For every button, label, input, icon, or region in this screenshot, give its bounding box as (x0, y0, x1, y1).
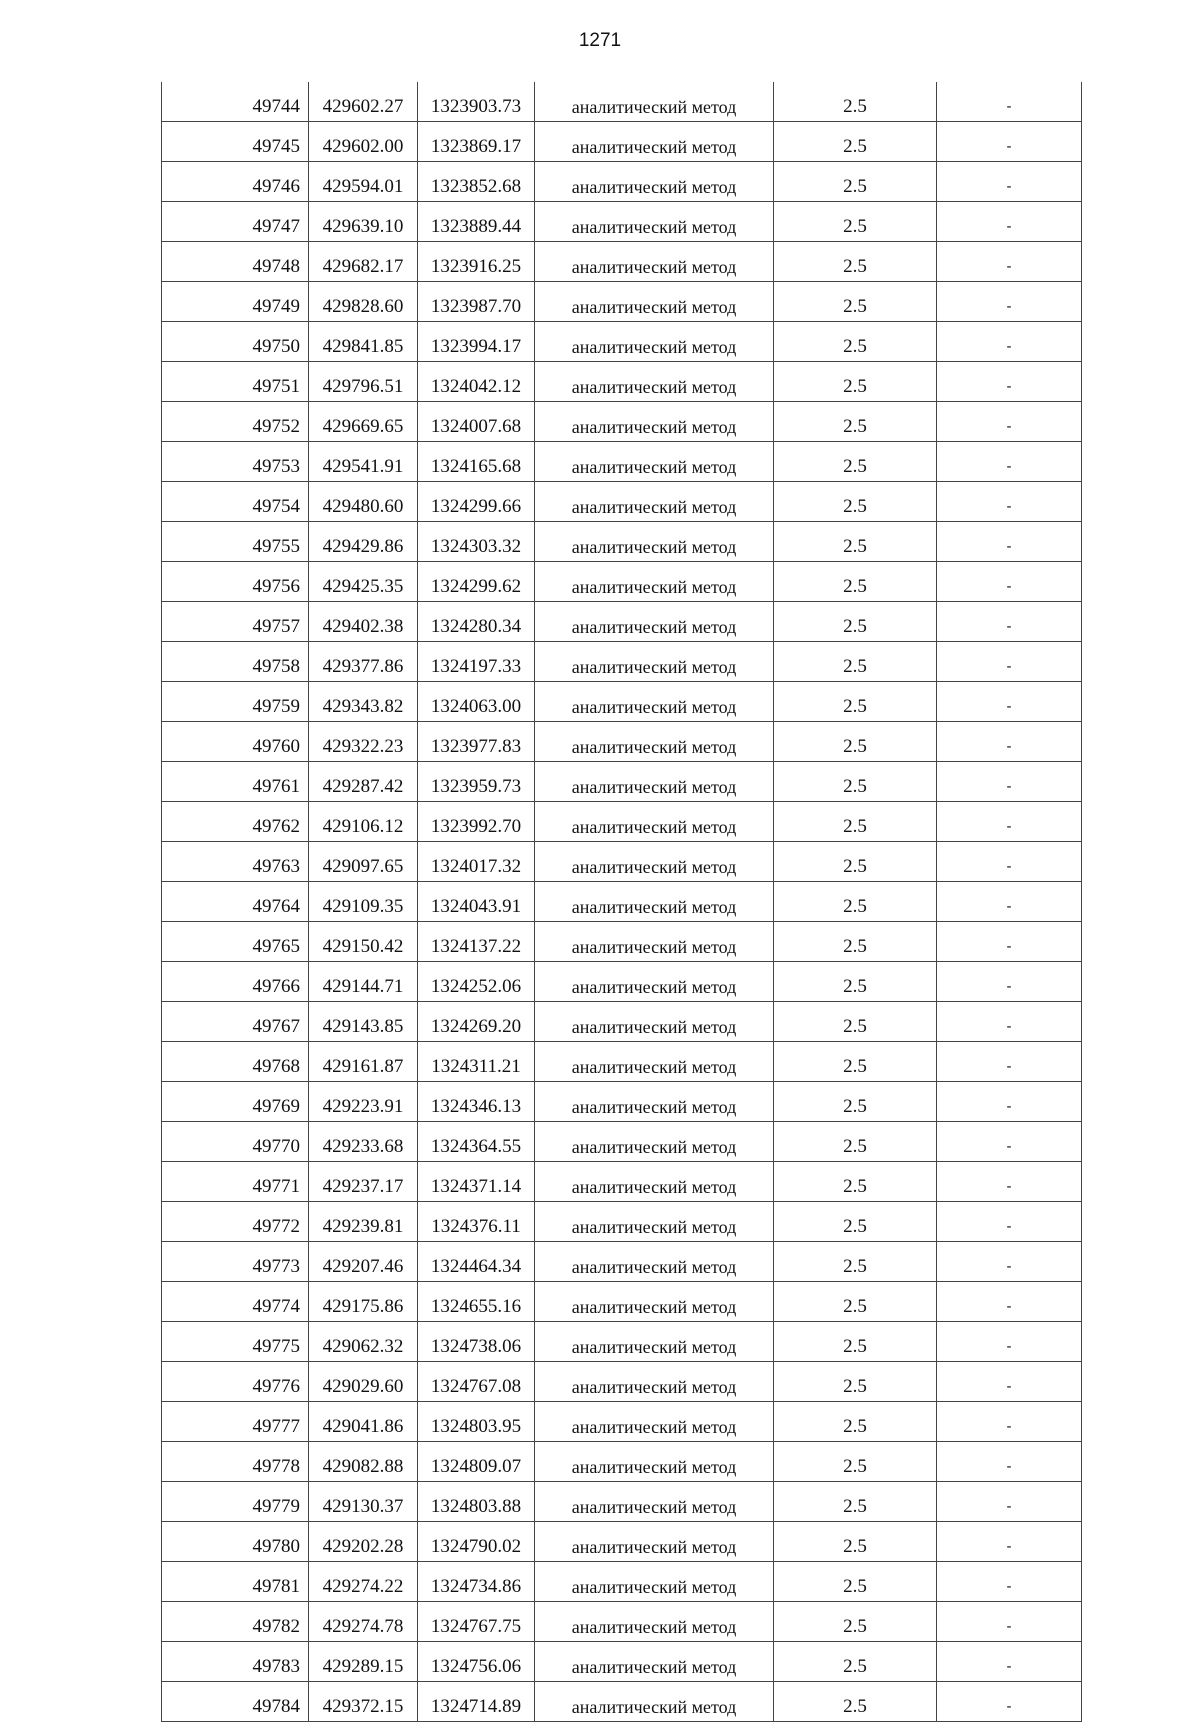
table-row (162, 82, 1082, 122)
x-coordinate-cell: 429594.01 (309, 162, 418, 202)
accuracy-cell: 2.5 (774, 802, 937, 842)
point-number-cell: 49758 (162, 642, 309, 682)
method-cell: аналитический метод (535, 1242, 774, 1282)
coordinates-table (161, 82, 1082, 1722)
method-cell: аналитический метод (535, 842, 774, 882)
y-coordinate-cell: 1323959.73 (418, 762, 535, 802)
method-cell: аналитический метод (535, 1322, 774, 1362)
x-coordinate-cell: 429828.60 (309, 282, 418, 322)
x-coordinate-cell: 429161.87 (309, 1042, 418, 1082)
y-coordinate-cell: 1324165.68 (418, 442, 535, 482)
table-row (162, 1682, 1082, 1722)
method-cell: аналитический метод (535, 1402, 774, 1442)
note-cell: - (937, 1562, 1082, 1602)
method-cell: аналитический метод (535, 1482, 774, 1522)
point-number-cell: 49767 (162, 1002, 309, 1042)
method-cell: аналитический метод (535, 1002, 774, 1042)
point-number-cell: 49754 (162, 482, 309, 522)
accuracy-cell: 2.5 (774, 282, 937, 322)
point-number-cell: 49780 (162, 1522, 309, 1562)
y-coordinate-cell: 1323852.68 (418, 162, 535, 202)
point-number-cell: 49761 (162, 762, 309, 802)
note-cell: - (937, 1482, 1082, 1522)
note-cell: - (937, 1042, 1082, 1082)
table-row (162, 1202, 1082, 1242)
note-cell: - (937, 682, 1082, 722)
x-coordinate-cell: 429274.78 (309, 1602, 418, 1642)
point-number-cell: 49745 (162, 122, 309, 162)
x-coordinate-cell: 429343.82 (309, 682, 418, 722)
x-coordinate-cell: 429150.42 (309, 922, 418, 962)
x-coordinate-cell: 429429.86 (309, 522, 418, 562)
accuracy-cell: 2.5 (774, 722, 937, 762)
accuracy-cell: 2.5 (774, 1642, 937, 1682)
method-cell: аналитический метод (535, 762, 774, 802)
accuracy-cell: 2.5 (774, 1162, 937, 1202)
point-number-cell: 49783 (162, 1642, 309, 1682)
x-coordinate-cell: 429322.23 (309, 722, 418, 762)
y-coordinate-cell: 1323977.83 (418, 722, 535, 762)
accuracy-cell: 2.5 (774, 842, 937, 882)
table-row (162, 202, 1082, 242)
accuracy-cell: 2.5 (774, 202, 937, 242)
table-row (162, 122, 1082, 162)
x-coordinate-cell: 429796.51 (309, 362, 418, 402)
method-cell: аналитический метод (535, 1602, 774, 1642)
point-number-cell: 49764 (162, 882, 309, 922)
table-row (162, 1122, 1082, 1162)
y-coordinate-cell: 1324197.33 (418, 642, 535, 682)
accuracy-cell: 2.5 (774, 762, 937, 802)
y-coordinate-cell: 1323903.73 (418, 82, 535, 122)
method-cell: аналитический метод (535, 802, 774, 842)
y-coordinate-cell: 1324734.86 (418, 1562, 535, 1602)
point-number-cell: 49779 (162, 1482, 309, 1522)
table-row (162, 842, 1082, 882)
y-coordinate-cell: 1323992.70 (418, 802, 535, 842)
accuracy-cell: 2.5 (774, 682, 937, 722)
method-cell: аналитический метод (535, 1202, 774, 1242)
y-coordinate-cell: 1324252.06 (418, 962, 535, 1002)
y-coordinate-cell: 1324655.16 (418, 1282, 535, 1322)
table-row (162, 722, 1082, 762)
y-coordinate-cell: 1323869.17 (418, 122, 535, 162)
method-cell: аналитический метод (535, 1082, 774, 1122)
note-cell: - (937, 1682, 1082, 1722)
accuracy-cell: 2.5 (774, 1242, 937, 1282)
table-row (162, 1522, 1082, 1562)
point-number-cell: 49776 (162, 1362, 309, 1402)
x-coordinate-cell: 429143.85 (309, 1002, 418, 1042)
note-cell: - (937, 802, 1082, 842)
x-coordinate-cell: 429130.37 (309, 1482, 418, 1522)
note-cell: - (937, 1642, 1082, 1682)
table-row (162, 762, 1082, 802)
point-number-cell: 49760 (162, 722, 309, 762)
method-cell: аналитический метод (535, 1642, 774, 1682)
note-cell: - (937, 1162, 1082, 1202)
y-coordinate-cell: 1323889.44 (418, 202, 535, 242)
accuracy-cell: 2.5 (774, 642, 937, 682)
note-cell: - (937, 402, 1082, 442)
method-cell: аналитический метод (535, 1682, 774, 1722)
note-cell: - (937, 202, 1082, 242)
x-coordinate-cell: 429041.86 (309, 1402, 418, 1442)
note-cell: - (937, 122, 1082, 162)
point-number-cell: 49766 (162, 962, 309, 1002)
method-cell: аналитический метод (535, 1162, 774, 1202)
point-number-cell: 49784 (162, 1682, 309, 1722)
x-coordinate-cell: 429274.22 (309, 1562, 418, 1602)
y-coordinate-cell: 1323994.17 (418, 322, 535, 362)
accuracy-cell: 2.5 (774, 362, 937, 402)
accuracy-cell: 2.5 (774, 1002, 937, 1042)
table-row (162, 1442, 1082, 1482)
accuracy-cell: 2.5 (774, 322, 937, 362)
accuracy-cell: 2.5 (774, 1042, 937, 1082)
point-number-cell: 49768 (162, 1042, 309, 1082)
point-number-cell: 49755 (162, 522, 309, 562)
point-number-cell: 49778 (162, 1442, 309, 1482)
accuracy-cell: 2.5 (774, 162, 937, 202)
point-number-cell: 49756 (162, 562, 309, 602)
note-cell: - (937, 322, 1082, 362)
method-cell: аналитический метод (535, 322, 774, 362)
y-coordinate-cell: 1324371.14 (418, 1162, 535, 1202)
x-coordinate-cell: 429287.42 (309, 762, 418, 802)
note-cell: - (937, 162, 1082, 202)
point-number-cell: 49763 (162, 842, 309, 882)
y-coordinate-cell: 1324809.07 (418, 1442, 535, 1482)
method-cell: аналитический метод (535, 1562, 774, 1602)
point-number-cell: 49752 (162, 402, 309, 442)
y-coordinate-cell: 1324767.75 (418, 1602, 535, 1642)
table-row (162, 1642, 1082, 1682)
y-coordinate-cell: 1324464.34 (418, 1242, 535, 1282)
point-number-cell: 49782 (162, 1602, 309, 1642)
method-cell: аналитический метод (535, 242, 774, 282)
accuracy-cell: 2.5 (774, 1442, 937, 1482)
note-cell: - (937, 282, 1082, 322)
accuracy-cell: 2.5 (774, 82, 937, 122)
note-cell: - (937, 722, 1082, 762)
y-coordinate-cell: 1324269.20 (418, 1002, 535, 1042)
method-cell: аналитический метод (535, 282, 774, 322)
table-row (162, 882, 1082, 922)
page-number: 1271 (578, 30, 622, 51)
y-coordinate-cell: 1323916.25 (418, 242, 535, 282)
point-number-cell: 49749 (162, 282, 309, 322)
accuracy-cell: 2.5 (774, 1562, 937, 1602)
x-coordinate-cell: 429402.38 (309, 602, 418, 642)
y-coordinate-cell: 1324714.89 (418, 1682, 535, 1722)
point-number-cell: 49751 (162, 362, 309, 402)
table-row (162, 642, 1082, 682)
table-row (162, 562, 1082, 602)
table-row (162, 682, 1082, 722)
x-coordinate-cell: 429207.46 (309, 1242, 418, 1282)
y-coordinate-cell: 1324303.32 (418, 522, 535, 562)
method-cell: аналитический метод (535, 442, 774, 482)
point-number-cell: 49781 (162, 1562, 309, 1602)
x-coordinate-cell: 429669.65 (309, 402, 418, 442)
accuracy-cell: 2.5 (774, 1122, 937, 1162)
y-coordinate-cell: 1324063.00 (418, 682, 535, 722)
table-row (162, 522, 1082, 562)
x-coordinate-cell: 429602.27 (309, 82, 418, 122)
x-coordinate-cell: 429237.17 (309, 1162, 418, 1202)
table-row (162, 402, 1082, 442)
x-coordinate-cell: 429062.32 (309, 1322, 418, 1362)
point-number-cell: 49765 (162, 922, 309, 962)
method-cell: аналитический метод (535, 602, 774, 642)
table-row (162, 282, 1082, 322)
table-row (162, 242, 1082, 282)
method-cell: аналитический метод (535, 682, 774, 722)
method-cell: аналитический метод (535, 962, 774, 1002)
note-cell: - (937, 362, 1082, 402)
accuracy-cell: 2.5 (774, 1082, 937, 1122)
y-coordinate-cell: 1324756.06 (418, 1642, 535, 1682)
y-coordinate-cell: 1324299.66 (418, 482, 535, 522)
table-row (162, 1402, 1082, 1442)
method-cell: аналитический метод (535, 162, 774, 202)
table-row (162, 1242, 1082, 1282)
accuracy-cell: 2.5 (774, 1282, 937, 1322)
y-coordinate-cell: 1324007.68 (418, 402, 535, 442)
method-cell: аналитический метод (535, 1282, 774, 1322)
table-row (162, 162, 1082, 202)
accuracy-cell: 2.5 (774, 882, 937, 922)
point-number-cell: 49757 (162, 602, 309, 642)
table-row (162, 1362, 1082, 1402)
y-coordinate-cell: 1324137.22 (418, 922, 535, 962)
point-number-cell: 49769 (162, 1082, 309, 1122)
method-cell: аналитический метод (535, 402, 774, 442)
point-number-cell: 49774 (162, 1282, 309, 1322)
x-coordinate-cell: 429377.86 (309, 642, 418, 682)
note-cell: - (937, 1362, 1082, 1402)
x-coordinate-cell: 429223.91 (309, 1082, 418, 1122)
note-cell: - (937, 642, 1082, 682)
method-cell: аналитический метод (535, 1522, 774, 1562)
y-coordinate-cell: 1323987.70 (418, 282, 535, 322)
y-coordinate-cell: 1324803.95 (418, 1402, 535, 1442)
point-number-cell: 49748 (162, 242, 309, 282)
table-row (162, 322, 1082, 362)
table-row (162, 1082, 1082, 1122)
note-cell: - (937, 1082, 1082, 1122)
table-row (162, 802, 1082, 842)
accuracy-cell: 2.5 (774, 1362, 937, 1402)
accuracy-cell: 2.5 (774, 122, 937, 162)
y-coordinate-cell: 1324280.34 (418, 602, 535, 642)
y-coordinate-cell: 1324043.91 (418, 882, 535, 922)
point-number-cell: 49775 (162, 1322, 309, 1362)
note-cell: - (937, 882, 1082, 922)
x-coordinate-cell: 429372.15 (309, 1682, 418, 1722)
method-cell: аналитический метод (535, 202, 774, 242)
x-coordinate-cell: 429841.85 (309, 322, 418, 362)
x-coordinate-cell: 429425.35 (309, 562, 418, 602)
y-coordinate-cell: 1324790.02 (418, 1522, 535, 1562)
x-coordinate-cell: 429239.81 (309, 1202, 418, 1242)
table-row (162, 1002, 1082, 1042)
method-cell: аналитический метод (535, 1122, 774, 1162)
note-cell: - (937, 602, 1082, 642)
note-cell: - (937, 442, 1082, 482)
y-coordinate-cell: 1324803.88 (418, 1482, 535, 1522)
accuracy-cell: 2.5 (774, 242, 937, 282)
y-coordinate-cell: 1324299.62 (418, 562, 535, 602)
y-coordinate-cell: 1324738.06 (418, 1322, 535, 1362)
y-coordinate-cell: 1324364.55 (418, 1122, 535, 1162)
point-number-cell: 49772 (162, 1202, 309, 1242)
x-coordinate-cell: 429202.28 (309, 1522, 418, 1562)
note-cell: - (937, 762, 1082, 802)
point-number-cell: 49762 (162, 802, 309, 842)
point-number-cell: 49773 (162, 1242, 309, 1282)
method-cell: аналитический метод (535, 642, 774, 682)
x-coordinate-cell: 429097.65 (309, 842, 418, 882)
method-cell: аналитический метод (535, 922, 774, 962)
note-cell: - (937, 1602, 1082, 1642)
accuracy-cell: 2.5 (774, 1202, 937, 1242)
x-coordinate-cell: 429109.35 (309, 882, 418, 922)
point-number-cell: 49747 (162, 202, 309, 242)
y-coordinate-cell: 1324376.11 (418, 1202, 535, 1242)
y-coordinate-cell: 1324346.13 (418, 1082, 535, 1122)
coordinates-table-body (162, 82, 1082, 1722)
accuracy-cell: 2.5 (774, 602, 937, 642)
method-cell: аналитический метод (535, 122, 774, 162)
method-cell: аналитический метод (535, 362, 774, 402)
table-row (162, 442, 1082, 482)
y-coordinate-cell: 1324017.32 (418, 842, 535, 882)
table-row (162, 362, 1082, 402)
note-cell: - (937, 1442, 1082, 1482)
method-cell: аналитический метод (535, 82, 774, 122)
point-number-cell: 49750 (162, 322, 309, 362)
x-coordinate-cell: 429480.60 (309, 482, 418, 522)
accuracy-cell: 2.5 (774, 1482, 937, 1522)
note-cell: - (937, 1522, 1082, 1562)
point-number-cell: 49771 (162, 1162, 309, 1202)
note-cell: - (937, 1122, 1082, 1162)
x-coordinate-cell: 429639.10 (309, 202, 418, 242)
x-coordinate-cell: 429175.86 (309, 1282, 418, 1322)
accuracy-cell: 2.5 (774, 1522, 937, 1562)
note-cell: - (937, 82, 1082, 122)
table-row (162, 962, 1082, 1002)
note-cell: - (937, 562, 1082, 602)
x-coordinate-cell: 429082.88 (309, 1442, 418, 1482)
table-row (162, 922, 1082, 962)
method-cell: аналитический метод (535, 882, 774, 922)
accuracy-cell: 2.5 (774, 962, 937, 1002)
point-number-cell: 49753 (162, 442, 309, 482)
y-coordinate-cell: 1324311.21 (418, 1042, 535, 1082)
accuracy-cell: 2.5 (774, 402, 937, 442)
accuracy-cell: 2.5 (774, 562, 937, 602)
method-cell: аналитический метод (535, 522, 774, 562)
point-number-cell: 49746 (162, 162, 309, 202)
x-coordinate-cell: 429029.60 (309, 1362, 418, 1402)
note-cell: - (937, 1202, 1082, 1242)
method-cell: аналитический метод (535, 722, 774, 762)
accuracy-cell: 2.5 (774, 1602, 937, 1642)
x-coordinate-cell: 429233.68 (309, 1122, 418, 1162)
table-row (162, 482, 1082, 522)
note-cell: - (937, 1402, 1082, 1442)
table-row (162, 1042, 1082, 1082)
y-coordinate-cell: 1324042.12 (418, 362, 535, 402)
note-cell: - (937, 1282, 1082, 1322)
table-row (162, 1282, 1082, 1322)
method-cell: аналитический метод (535, 1042, 774, 1082)
note-cell: - (937, 922, 1082, 962)
x-coordinate-cell: 429144.71 (309, 962, 418, 1002)
note-cell: - (937, 1002, 1082, 1042)
accuracy-cell: 2.5 (774, 522, 937, 562)
accuracy-cell: 2.5 (774, 1322, 937, 1362)
table-row (162, 1162, 1082, 1202)
point-number-cell: 49770 (162, 1122, 309, 1162)
note-cell: - (937, 962, 1082, 1002)
note-cell: - (937, 522, 1082, 562)
point-number-cell: 49777 (162, 1402, 309, 1442)
method-cell: аналитический метод (535, 482, 774, 522)
accuracy-cell: 2.5 (774, 482, 937, 522)
table-row (162, 602, 1082, 642)
point-number-cell: 49759 (162, 682, 309, 722)
accuracy-cell: 2.5 (774, 442, 937, 482)
accuracy-cell: 2.5 (774, 1402, 937, 1442)
table-row (162, 1482, 1082, 1522)
note-cell: - (937, 1242, 1082, 1282)
method-cell: аналитический метод (535, 1442, 774, 1482)
table-row (162, 1322, 1082, 1362)
accuracy-cell: 2.5 (774, 1682, 937, 1722)
table-row (162, 1562, 1082, 1602)
y-coordinate-cell: 1324767.08 (418, 1362, 535, 1402)
x-coordinate-cell: 429682.17 (309, 242, 418, 282)
table-row (162, 1602, 1082, 1642)
x-coordinate-cell: 429289.15 (309, 1642, 418, 1682)
note-cell: - (937, 1322, 1082, 1362)
method-cell: аналитический метод (535, 1362, 774, 1402)
x-coordinate-cell: 429602.00 (309, 122, 418, 162)
point-number-cell: 49744 (162, 82, 309, 122)
x-coordinate-cell: 429541.91 (309, 442, 418, 482)
note-cell: - (937, 242, 1082, 282)
method-cell: аналитический метод (535, 562, 774, 602)
x-coordinate-cell: 429106.12 (309, 802, 418, 842)
accuracy-cell: 2.5 (774, 922, 937, 962)
note-cell: - (937, 842, 1082, 882)
note-cell: - (937, 482, 1082, 522)
